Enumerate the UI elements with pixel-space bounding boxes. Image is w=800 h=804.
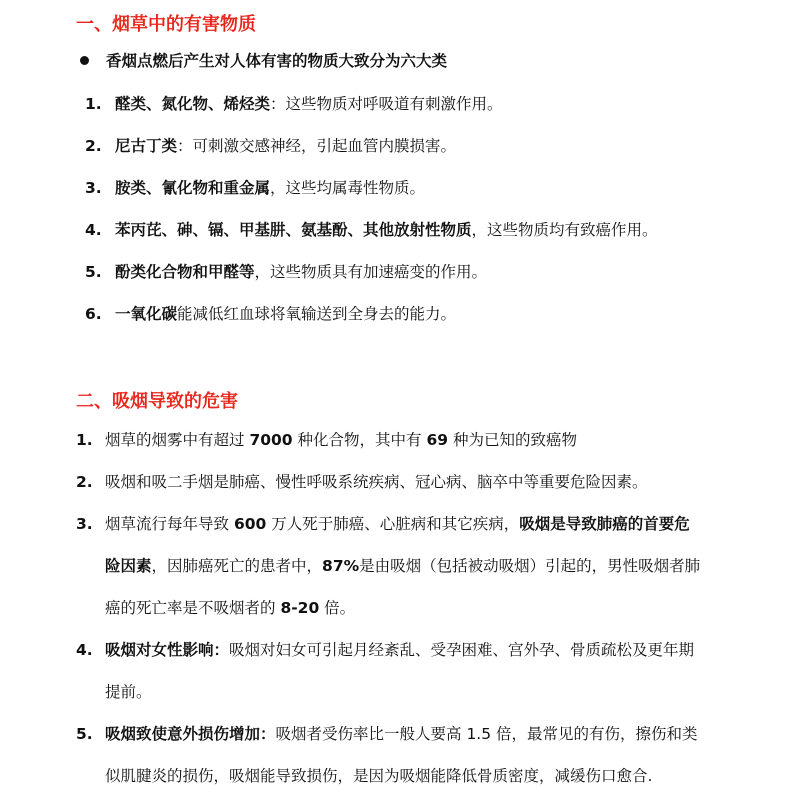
list-item-number: 2. xyxy=(76,473,93,491)
item-bold: 600 xyxy=(233,515,267,533)
section1-bullet-text: 香烟点燃后产生对人体有害的物质大致分为六大类 xyxy=(106,52,448,70)
item-bold: 醛类、氮化物、烯烃类 xyxy=(115,95,271,113)
list-item-line xyxy=(105,724,698,744)
list-item-number: 5. xyxy=(85,263,102,281)
item-text: 癌的死亡率是不吸烟者的 xyxy=(105,599,281,617)
item-text: 万人死于肺癌、心脏病和其它疾病， xyxy=(266,515,520,533)
item-text: ，这些均属毒性物质。 xyxy=(270,179,426,197)
list-item xyxy=(115,262,487,282)
item-bold: 87% xyxy=(322,557,360,575)
item-bold: 一氧化碳 xyxy=(115,305,178,323)
item-bold: 吸烟是导致肺癌的首要危 xyxy=(519,515,690,533)
bullet-dot-icon xyxy=(80,56,89,65)
list-item: 吸烟和吸二手烟是肺癌、慢性呼吸系统疾病、冠心病、脑卒中等重要危险因素。 xyxy=(105,473,648,491)
item-bold: 险因素 xyxy=(105,557,152,575)
list-item-line xyxy=(105,556,700,576)
item-bold: 胺类、氰化物和重金属 xyxy=(115,179,271,197)
list-item-number: 4. xyxy=(76,641,93,659)
item-text: ，这些物质具有加速癌变的作用。 xyxy=(254,263,488,281)
item-text: ，因肺癌死亡的患者中， xyxy=(151,557,323,575)
item-text: 是由吸烟（包括被动吸烟）引起的，男性吸烟者肺 xyxy=(359,557,701,575)
list-item-number: 3. xyxy=(76,515,93,533)
item-bold: 酚类化合物和甲醛等 xyxy=(115,263,255,281)
list-item-number: 2. xyxy=(85,137,102,155)
list-item-line xyxy=(105,598,355,618)
list-item-line xyxy=(105,640,694,660)
list-item-number: 1. xyxy=(76,431,93,449)
list-item xyxy=(115,136,456,156)
item-text: 倍。 xyxy=(319,599,356,617)
list-item xyxy=(115,178,425,198)
item-text: 种化合物，其中有 xyxy=(292,431,427,449)
list-item-number: 1. xyxy=(85,95,102,113)
item-text: 能减低红血球将氧输送到全身去的能力。 xyxy=(177,305,457,323)
list-item-number: 3. xyxy=(85,179,102,197)
item-bold: 7000 xyxy=(249,431,293,449)
list-item xyxy=(115,94,503,114)
item-text: 烟草的烟雾中有超过 xyxy=(105,431,250,449)
list-item xyxy=(115,220,658,240)
item-text: 吸烟对妇女可引起月经紊乱、受孕困难、宫外孕、骨质疏松及更年期 xyxy=(229,641,695,659)
list-item-line: 似肌腱炎的损伤，吸烟能导致损伤，是因为吸烟能降低骨质密度，减缓伤口愈合. xyxy=(105,767,653,785)
item-text: 吸烟者受伤率比一般人要高 1.5 倍，最常见的有伤，擦伤和类 xyxy=(275,725,698,743)
item-bold: 吸烟对女性影响： xyxy=(105,641,230,659)
item-text: 种为已知的致癌物 xyxy=(448,431,577,449)
item-bold: 8-20 xyxy=(280,599,320,617)
list-item xyxy=(105,430,577,450)
list-item xyxy=(115,304,456,324)
item-text: ，这些物质均有致癌作用。 xyxy=(471,221,658,239)
item-text: ：可刺激交感神经，引起血管内膜损害。 xyxy=(177,137,457,155)
item-bold: 69 xyxy=(426,431,449,449)
item-bold: 吸烟致使意外损伤增加： xyxy=(105,725,276,743)
list-item-line: 提前。 xyxy=(105,683,152,701)
list-item-number: 6. xyxy=(85,305,102,323)
list-item-number: 5. xyxy=(76,725,93,743)
item-bold: 尼古丁类 xyxy=(115,137,178,155)
section2-heading: 二、吸烟导致的危害 xyxy=(76,391,238,412)
item-bold: 苯丙芘、砷、镉、甲基肼、氨基酚、其他放射性物质 xyxy=(115,221,472,239)
list-item-line xyxy=(105,514,690,534)
item-text: 烟草流行每年导致 xyxy=(105,515,234,533)
list-item-number: 4. xyxy=(85,221,102,239)
item-text: ：这些物质对呼吸道有刺激作用。 xyxy=(270,95,503,113)
section1-heading: 一、烟草中的有害物质 xyxy=(76,14,256,35)
